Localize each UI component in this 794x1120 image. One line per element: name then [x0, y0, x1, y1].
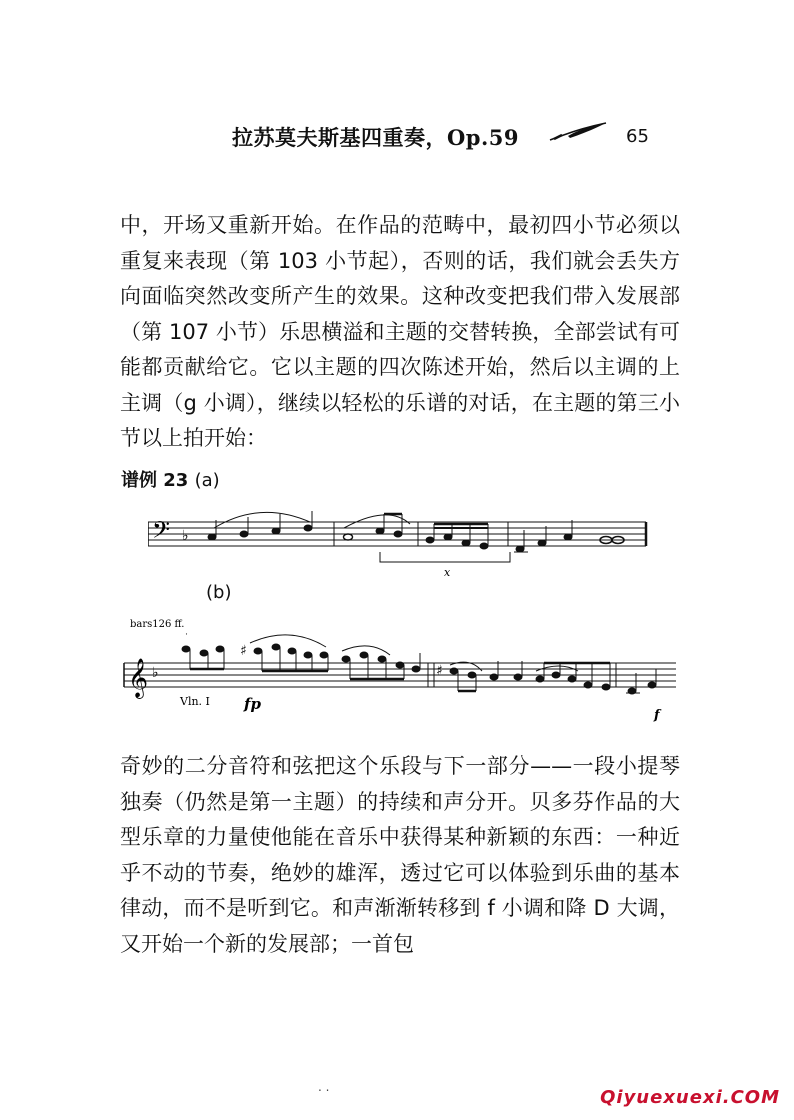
x-bracket [380, 552, 510, 562]
notes-measure-4 [514, 520, 624, 552]
music-example-label [121, 466, 220, 492]
notes-b-group-1 [182, 633, 224, 669]
svg-text:˙: ˙ [184, 633, 189, 644]
example-sub-b: (b) [206, 582, 232, 603]
svg-text:♯: ♯ [436, 663, 443, 679]
dynamic-f: f [654, 708, 660, 723]
bass-clef-icon: 𝄢 [152, 516, 171, 549]
dynamic-fp: fp [244, 695, 261, 713]
notes-b-group-5 [536, 663, 610, 690]
footer-marks: . . [318, 1080, 330, 1094]
svg-text:♯: ♯ [240, 643, 247, 659]
flat-key-signature-icon: ♭ [182, 528, 189, 544]
watermark-logo: Qiyuexuexi.COM [600, 1087, 780, 1108]
notes-b-group-3 [342, 646, 420, 679]
bracket-label: x [444, 566, 451, 579]
music-score-a [148, 500, 648, 580]
bar-number-label: bars126 ff. [130, 619, 185, 630]
example-sub-a: (a) [194, 470, 220, 491]
instrument-label: Vln. I [180, 695, 210, 708]
header-title: 拉苏莫夫斯基四重奏，Op.59 [232, 125, 520, 150]
flat-key-signature-icon: ♭ [152, 665, 159, 681]
body-paragraph-1: 中，开场又重新开始。在作品的范畴中，最初四小节必须以重复来表现（第 103 小节起），否则的话，我们就会丢失方向面临突然改变所产生的效果。这种改变把我们带入发展部（第 107 小节）乐思横溢和主题的交替转换，全部尝试有可能都贡献给它。它以主题的四次陈述开始，然后以主调的上主调（g 小调），继续以轻松的乐谱的对话，在主题的第三小节以上拍开始： [120, 213, 680, 450]
example-number: 谱例 23 [121, 470, 189, 491]
notes-measure-1 [208, 511, 312, 540]
music-score-b [120, 615, 680, 723]
notes-measure-2 [344, 514, 411, 540]
page-number: 65 [626, 126, 649, 147]
notes-b-group-2 [240, 635, 328, 671]
body-paragraph-2: 奇妙的二分音符和弦把这个乐段与下一部分——一段小提琴独奏（仍然是第一主题）的持续和声分开。贝多芬作品的大型乐章的力量使他能在音乐中获得某种新颖的东西：一种近乎不动的节奏，绝妙的雄浑，透过它可以体验到乐曲的基本律动，而不是听到它。和声渐渐转移到 f 小调和降 D 大调，又开始一个新的发展部；一首包 [120, 754, 680, 956]
treble-clef-icon: 𝄞 [128, 658, 149, 698]
notes-measure-3 [426, 524, 488, 549]
quill-pen-icon [548, 120, 608, 144]
